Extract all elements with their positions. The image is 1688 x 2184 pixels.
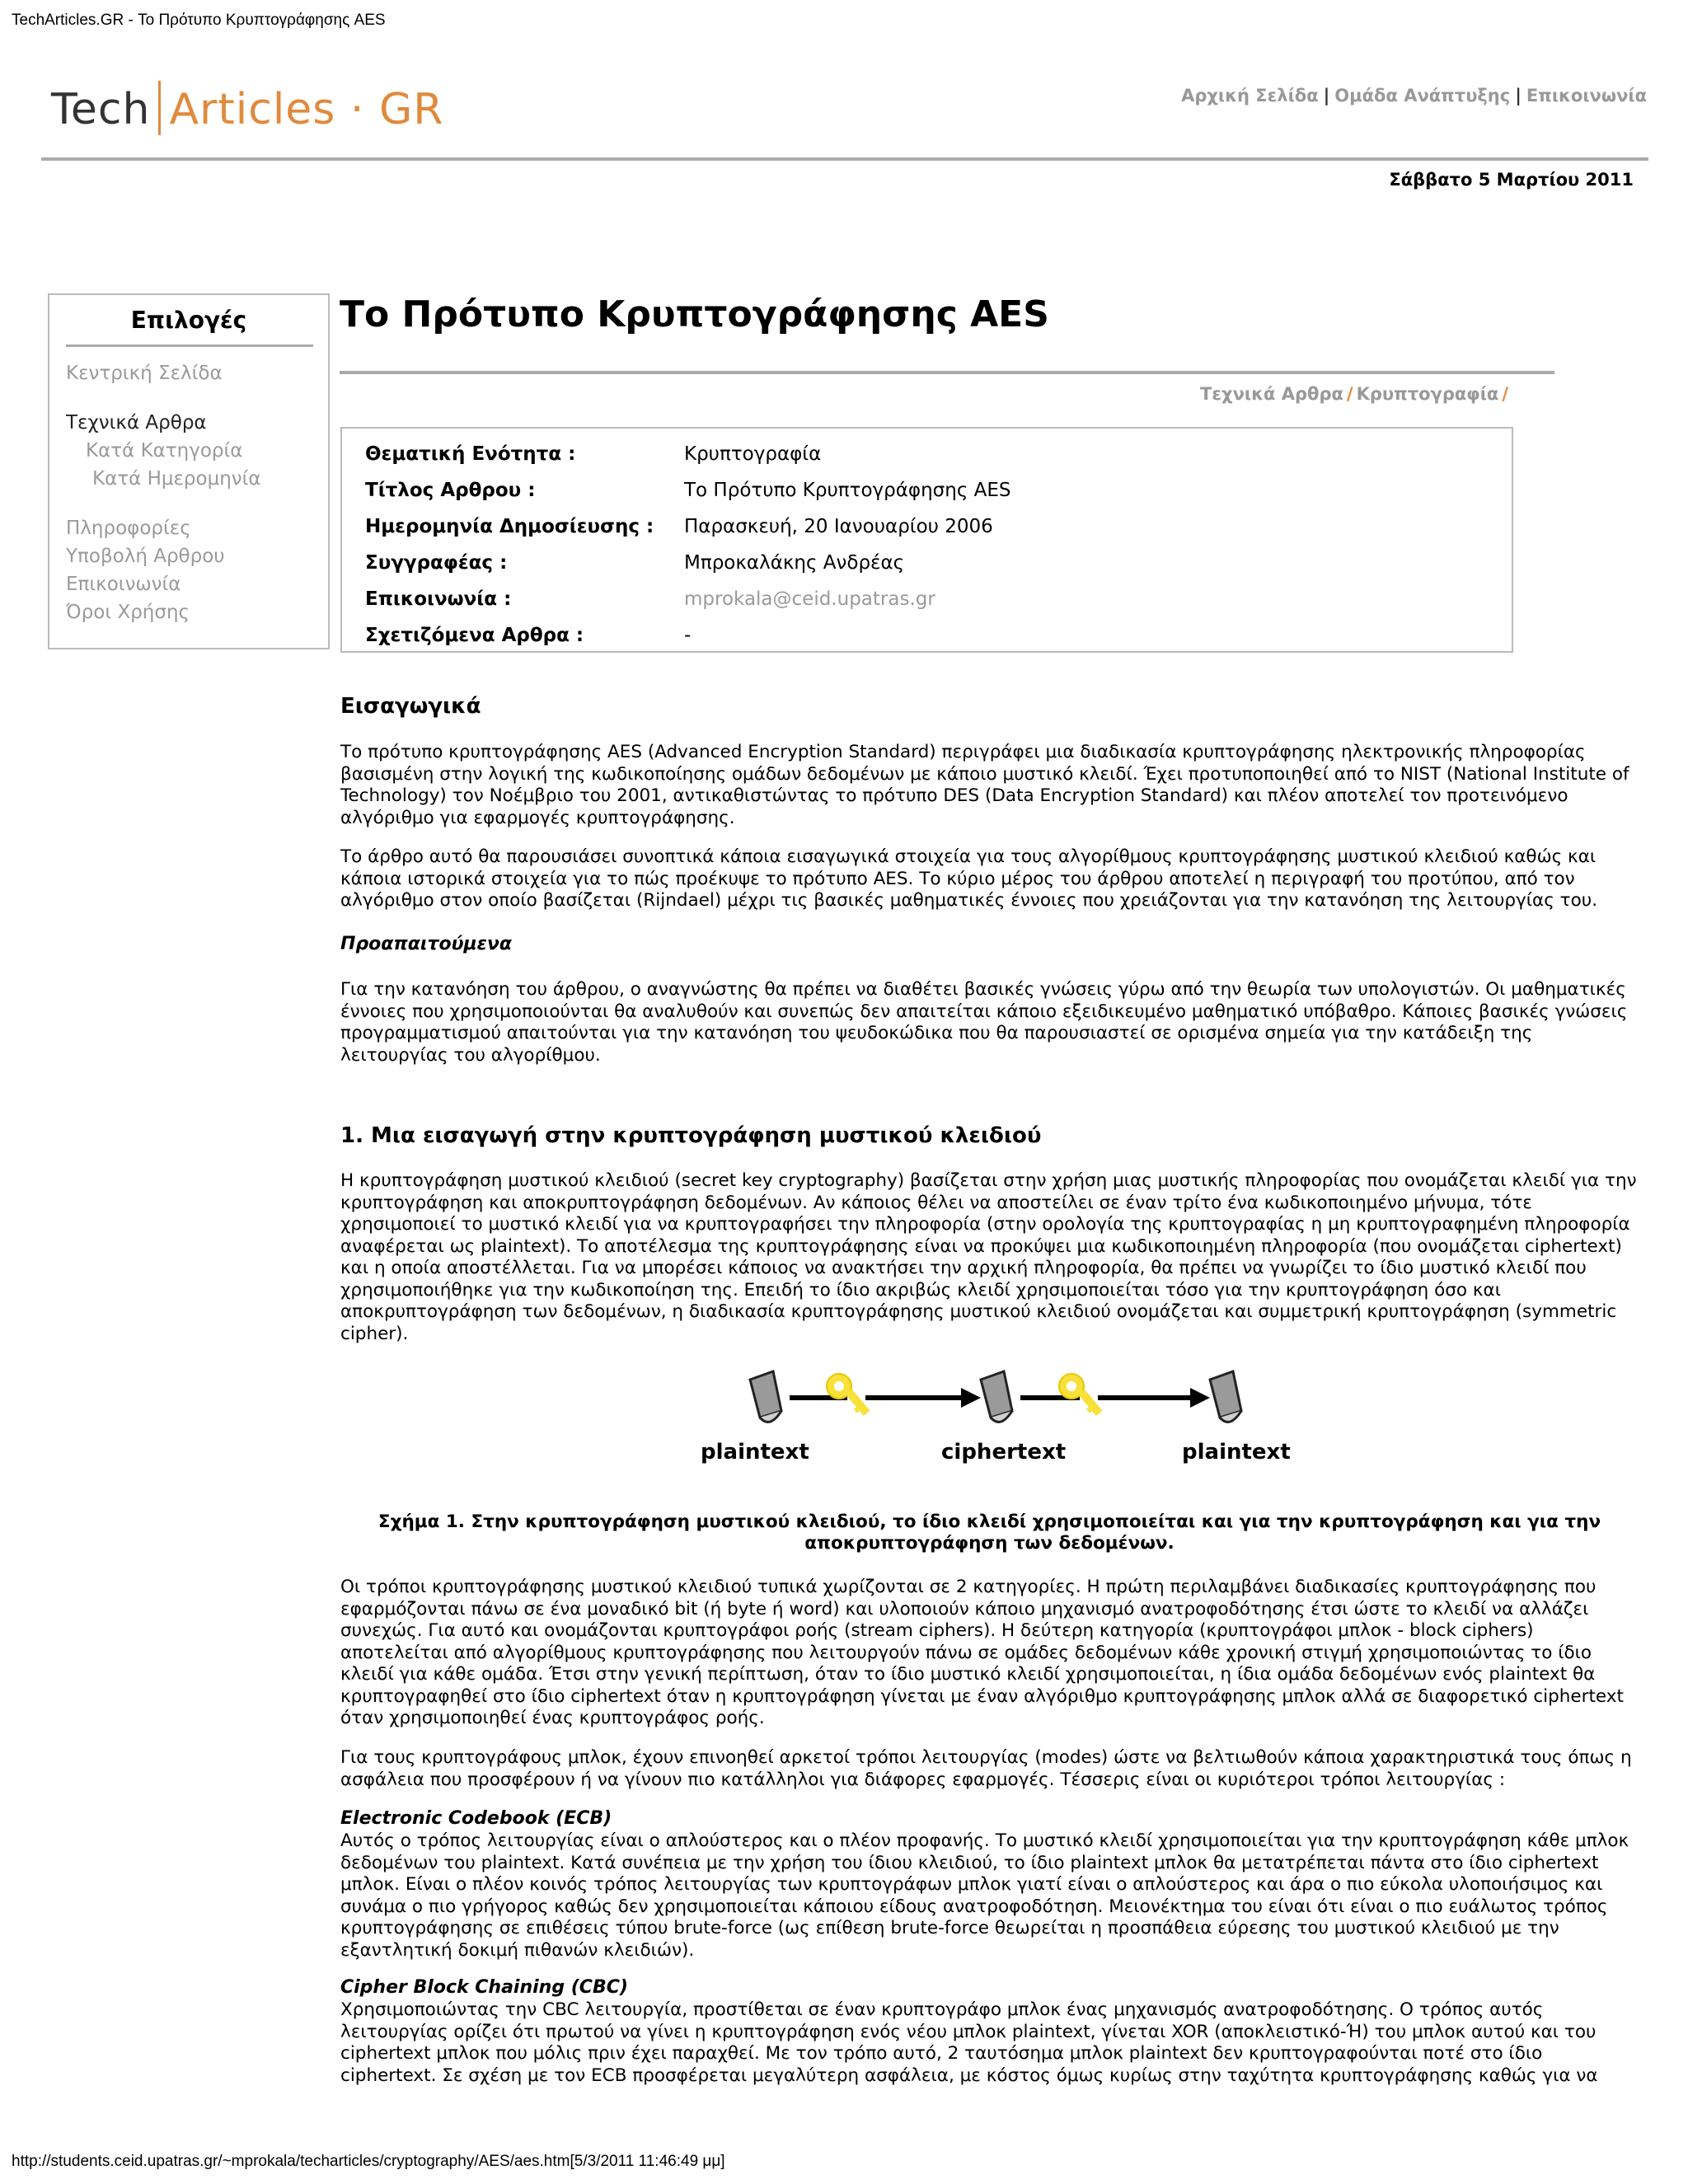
info-value: Το Πρότυπο Κρυπτογράφησης AES [684,480,1011,501]
arrow-head [1190,1388,1210,1408]
sidebar-link-submit[interactable]: Υποβολή Αρθρου [66,546,225,567]
encryption-diagram-svg [701,1365,1291,1472]
top-nav [1181,86,1647,105]
info-row-topic [354,435,1512,471]
arrow-head [961,1388,981,1408]
info-row-contact [354,580,1512,616]
info-value: Παρασκευή, 20 Ιανουαρίου 2006 [684,516,993,537]
paragraph-text: Χρησιμοποιώντας την CBC λειτουργία, προστίθεται σε έναν κρυπτογράφο μπλοκ ένας μηχανισμός ανατροφοδότησης. Ο τρόπος αυτός λειτουργίας ορίζει ότι πρωτού να γίνει η κρυπτογράφηση ενός νέου μπλοκ plaintext, γίνεται XOR (αποκλειστικό-Ή) του μπλοκ αυτού και του ciphertext μπλοκ που μόλις πριν έχει παραχθεί. Με τον τρόπο αυτό, 2 ταυτόσημα μπλοκ plaintext δεν κρυπτογραφούνται ποτέ στο ίδιο ciphertext. Σε σχέση με τον ECB προσφέρεται μεγαλύτερη ασφάλεια, με κόστος όμως κυρίως στην ταχύτητα κρυπτογράφησης καθώς για να [340,1999,1598,2086]
nav-team-link[interactable]: Ομάδα Ανάπτυξης [1334,86,1511,105]
paragraph-text: Η κρυπτογράφηση μυστικού κλειδιού (secret key cryptography) βασίζεται στην χρήση μιας μυστικής πληροφορίας που ονομάζεται κλειδί για την κρυπτογράφηση και αποκρυπτογράφηση δεδομένων. Αν κάποιος θέλει να αποστείλει σε έναν τρίτο ένα κωδικοποιημένο μήνυμα, τότε χρησιμοποιεί το μυστικό κλειδί για να κρυπτογραφήσει την πληροφορία (στην ορολογία της κρυπτογραφίας η μη κρυπτογραφημένη πληροφορία αναφέρεται ως plaintext). Το αποτέλεσμα της κρυπτογράφησης είναι να προκύψει μια κωδικοποιημένη πληροφορία (που ονομάζεται ciphertext) και η οποία αποστέλλεται. Για να μπορέσει κάποιος να ανακτήσει την αρχική πληροφορία, θα πρέπει να γνωρίζει το ίδιο μυστικό κλειδί που χρησιμοποιήθηκε για την κωδικοποίηση της. Επειδή το ίδιο ακριβώς κλειδί χρησιμοποιείται τόσο για την κρυπτογράφηση όσο και αποκρυπτογράφηση των δεδομένων, η διαδικασία κρυπτογράφησης μυστικού κλειδιού ονομάζεται και συμμετρική κρυπτογράφηση (symmetric cipher). [340,1170,1637,1344]
key-icon [1059,1374,1103,1416]
section-1-paragraph-2 [340,1577,1639,1730]
nav-separator: | [1323,86,1330,105]
document-icon [981,1371,1012,1422]
logo-divider [158,81,161,135]
sidebar-link-tech-articles[interactable]: Τεχνικά Αρθρα [66,412,207,434]
info-label: Θεματική Ενότητα : [365,443,576,465]
info-value: Μπροκαλάκης Ανδρέας [684,552,905,574]
key-icon [827,1374,870,1416]
paragraph-text: Για τους κρυπτογράφους μπλοκ, έχουν επινοηθεί αρκετοί τρόποι λειτουργίας (modes) ώστε να βελτιωθούν κάποια χαρακτηριστικά τους όπως η ασφάλεια που προσφέρουν ή να γίνουν πιο κατάλληλοι για διάφορες εφαρμογές. Τέσσερις είναι οι κυριότεροι τρόποι λειτουργίας : [340,1747,1632,1790]
info-row-date [354,508,1512,544]
sidebar-link-by-date[interactable]: Κατά Ημερομηνία [92,468,261,490]
nav-contact-link[interactable]: Επικοινωνία [1526,86,1647,105]
encryption-diagram [701,1365,1291,1472]
breadcrumb [1200,384,1512,404]
article-info-table [340,427,1513,653]
print-footer: http://students.ceid.upatras.gr/~mprokala/techarticles/cryptography/AES/aes.htm[5/3/2011 11:46:49 μμ] [12,2153,725,2170]
breadcrumb-item[interactable]: Τεχνικά Αρθρα [1200,384,1343,404]
breadcrumb-item[interactable]: Κρυπτογραφία [1356,384,1499,404]
info-row-related [354,616,1512,653]
cbc-paragraph [340,1999,1639,2087]
figure-label-plaintext: plaintext [701,1440,809,1465]
ecb-paragraph [340,1830,1639,1961]
paragraph-text: Το άρθρο αυτό θα παρουσιάσει συνοπτικά κάποια εισαγωγικά στοιχεία για τους αλγορίθμους κρυπτογράφησης μυστικού κλειδιού καθώς και κάποια ιστορικά στοιχεία για το πώς προέκυψε το πρότυπο AES. Το κύριο μέρος του άρθρου αποτελεί η περιγραφή του προτύπου, από τον αλγόριθμο στον οποίο βασίζεται (Rijndael) μέχρι τις βασικές μαθηματικές έννοιες που χρειάζονται για την κατανόηση της λειτουργίας του. [340,846,1598,911]
logo-text-tech: Tech [51,85,151,134]
paragraph-text: Οι τρόποι κρυπτογράφησης μυστικού κλειδιού τυπικά χωρίζονται σε 2 κατηγορίες. Η πρώτη περιλαμβάνει διαδικασίες κρυπτογράφησης που εφαρμόζονται πάνω σε ένα μοναδικό bit (ή byte ή word) και υλοποιούν κάποιο μηχανισμό ανατροφοδότησης έτσι ώστε το κλειδί να αλλάζει συνεχώς. Για αυτό και ονομάζονται κρυπτογράφοι ροής (stream ciphers). Η δεύτερη κατηγορία (κρυπτογράφοι μπλοκ - block ciphers) αποτελείται από αλγορίθμους κρυπτογράφησης που λειτουργούν πάνω σε ομάδες δεδομένων κάθε χρονική στιγμή χρησιμοποιώντας το ίδιο κλειδί για κάθε ομάδα. Έτσι στην γενική περίπτωση, όταν το ίδιο μυστικό κλειδί χρησιμοποιείται, η ίδια ομάδα δεδομένων ενός plaintext θα κρυπτογραφηθεί στο ίδιο ciphertext όταν η κρυπτογράφηση γίνεται με έναν αλγόριθμο κρυπτογράφησης μπλοκ αλλά σε διαφορετικό ciphertext όταν χρησιμοποιηθεί ένας κρυπτογράφος ροής. [340,1577,1624,1728]
section-1-heading: 1. Μια εισαγωγή στην κρυπτογράφηση μυστικού κλειδιού [340,1123,1042,1148]
intro-heading: Εισαγωγικά [340,694,481,719]
breadcrumb-separator: / [1346,384,1353,404]
header-divider [41,157,1648,161]
document-icon [1210,1371,1241,1422]
section-1-paragraph-3 [340,1747,1639,1791]
info-label: Επικοινωνία : [365,588,512,610]
article-title: Το Πρότυπο Κρυπτογράφησης AES [340,293,1049,335]
breadcrumb-separator: / [1502,384,1508,404]
section-1-paragraph-1 [340,1170,1639,1345]
nav-home-link[interactable]: Αρχική Σελίδα [1181,86,1319,105]
paragraph-text: Το πρότυπο κρυπτογράφησης AES (Advanced Encryption Standard) περιγράφει μια διαδικασία κρυπτογράφησης ηλεκτρονικής πληροφορίας βασισμένη στην λογική της κωδικοποίησης ομάδων δεδομένων με κάποιο μυστικό κλειδί. Έχει προτυποποιηθεί από το NIST (National Institute of Technology) τον Νοέμβριο του 2001, αντικαθιστώντας το πρότυπο DES (Data Encryption Standard) και πλέον αποτελεί τον προτεινόμενο αλγόριθμο για εφαρμογές κρυπτογράφησης. [340,742,1629,828]
info-row-author [354,544,1512,580]
info-row-title [354,471,1512,508]
prereq-paragraph [340,979,1639,1066]
sidebar-link-main-page[interactable]: Κεντρική Σελίδα [66,363,223,384]
nav-separator: | [1515,86,1522,105]
figure-label-plaintext: plaintext [1182,1440,1291,1465]
logo-text-articles: Articles · GR [169,85,444,134]
sidebar-title: Επιλογές [130,307,247,334]
author-email-link[interactable]: mprokala@ceid.upatras.gr [684,588,935,610]
site-logo[interactable] [51,81,443,135]
title-divider [340,371,1554,374]
sidebar-link-terms[interactable]: Όροι Χρήσης [66,602,190,623]
sidebar-link-by-category[interactable]: Κατά Κατηγορία [86,440,243,462]
sidebar-divider [66,344,313,347]
cbc-heading: Cipher Block Chaining (CBC) [340,1977,628,1998]
paragraph-text: Αυτός ο τρόπος λειτουργίας είναι ο απλούστερος και ο πλέον προφανής. Το μυστικό κλειδί χρησιμοποιείται για την κρυπτογράφηση κάθε μπλοκ δεδομένων του plaintext. Κατά συνέπεια με την χρήση του ίδιου κλειδιού, το ίδιο plaintext μπλοκ θα μετατρέπεται πάντα στο ίδιο ciphertext μπλοκ. Είναι ο πλέον κοινός τρόπος λειτουργίας των κρυπτογράφων μπλοκ γιατί είναι ο απλούστερος και άρα ο πιο εύκολα υλοποιήσιμος και συνάμα ο πιο γρήγορος καθώς δεν χρησιμοποιείται κάποιου είδους ανατροφοδότηση. Μειονέκτημα του είναι ότι είναι ο πιο ευάλωτος τρόπος κρυπτογράφησης σε επιθέσεις τύπου brute-force (ως επίθεση brute-force θεωρείται η προσπάθεια εύρεσης του μυστικού κλειδιού με την εξαντλητική δοκιμή πιθανών κλειδιών). [340,1830,1629,1961]
print-header: TechArticles.GR - Το Πρότυπο Κρυπτογράφησης AES [12,12,386,29]
document-icon [750,1371,781,1422]
current-date: Σάββατο 5 Μαρτίου 2011 [1389,170,1634,190]
prereq-heading: Προαπαιτούμενα [340,934,513,954]
info-label: Συγγραφέας : [365,552,508,574]
intro-paragraph-1 [340,742,1639,829]
sidebar [48,293,330,649]
figure-label-ciphertext: ciphertext [941,1440,1067,1465]
figure-caption: Σχήμα 1. Στην κρυπτογράφηση μυστικού κλειδιού, το ίδιο κλειδί χρησιμοποιείται και για την κρυπτογράφηση και για την αποκρυπτογράφηση των δεδομένων. [377,1511,1601,1554]
intro-paragraph-2 [340,846,1639,912]
info-value: Κρυπτογραφία [684,443,822,465]
sidebar-link-contact[interactable]: Επικοινωνία [66,574,181,595]
ecb-heading: Electronic Codebook (ECB) [340,1808,612,1829]
paragraph-text: Για την κατανόηση του άρθρου, ο αναγνώστης θα πρέπει να διαθέτει βασικές γνώσεις γύρω από την θεωρία των υπολογιστών. Οι μαθηματικές έννοιες που χρησιμοποιούνται θα αναλυθούν και συνεπώς δεν απαιτείται κάποιο εξειδικευμένο μαθηματικό υπόβαθρο. Κάποιες βασικές γνώσεις προγραμματισμού απαιτούνται για την κατανόηση του ψευδοκώδικα που θα παρουσιαστεί σε ορισμένα σημεία για την κατάδειξη της λειτουργίας του αλγορίθμου. [340,979,1628,1066]
info-label: Ημερομηνία Δημοσίευσης : [365,516,654,537]
info-label: Σχετιζόμενα Αρθρα : [365,625,584,646]
info-label: Τίτλος Αρθρου : [365,480,536,501]
info-value: - [684,625,692,646]
sidebar-link-info[interactable]: Πληροφορίες [66,518,191,539]
